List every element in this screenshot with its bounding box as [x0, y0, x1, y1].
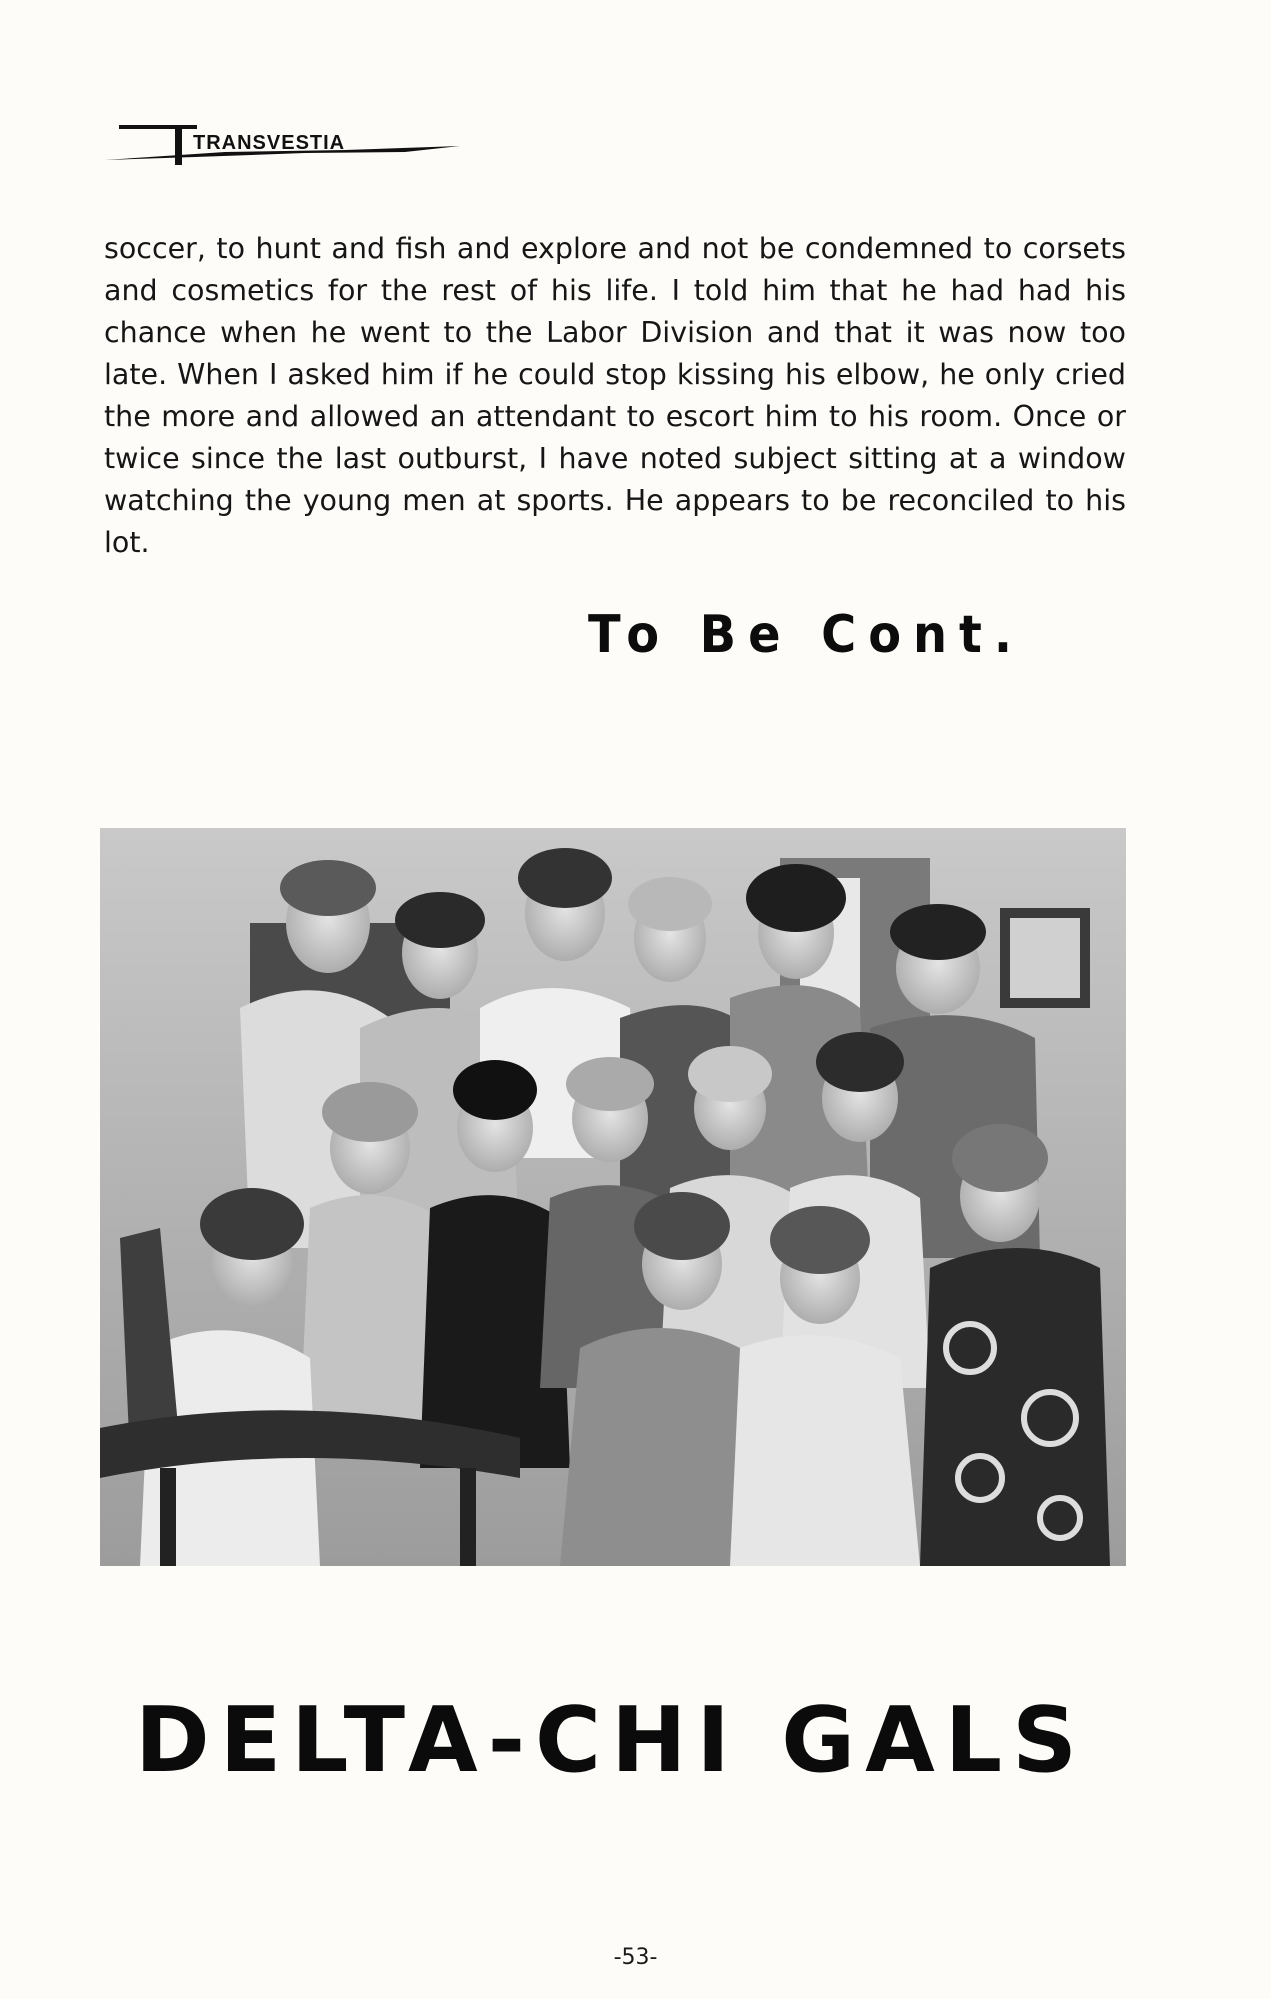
- photo-illustration: [100, 828, 1126, 1566]
- body-paragraph: soccer, to hunt and fish and explore and not be condemned to corsets and cosmetics for the rest of his life. I told him that he had had his chance when he went to the Labor Division and that it was now too late. When I asked him if he could stop kissing his elbow, he only cried the more and allowed an attendant to escort him to his room. Once or twice since the last outburst, I have noted subject sitting at a window watching the young men at sports. He appears to be reconciled to his lot.: [104, 232, 1126, 559]
- masthead-title: TRANSVESTIA: [193, 132, 346, 154]
- to-be-continued: To Be Cont.: [588, 605, 1025, 665]
- group-photograph: [100, 828, 1126, 1566]
- page-number: -53-: [613, 1945, 658, 1970]
- masthead: [105, 112, 465, 172]
- photo-caption: DELTA-CHI GALS: [135, 1688, 1087, 1793]
